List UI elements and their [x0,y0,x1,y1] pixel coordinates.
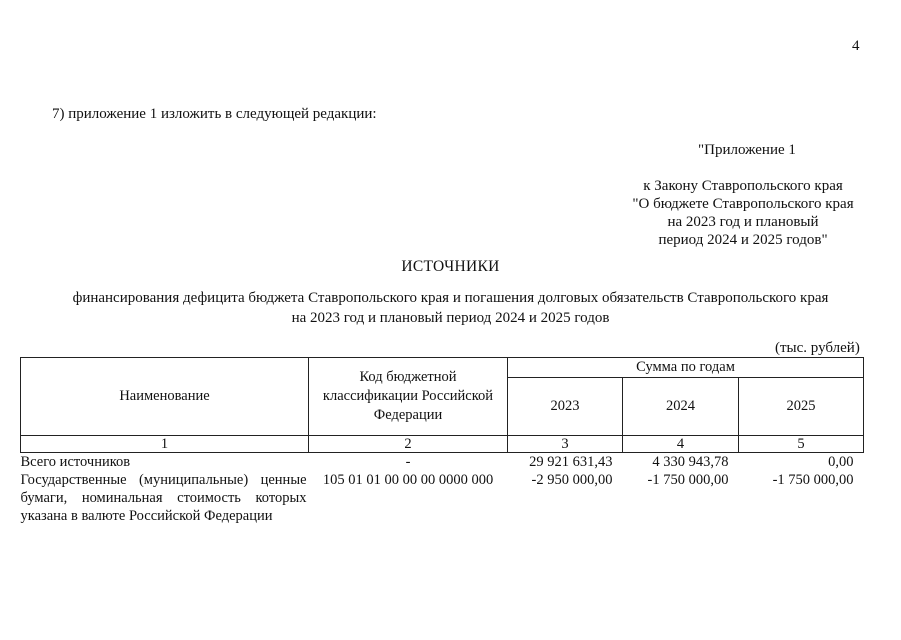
appendix-line-4: на 2023 год и плановый [667,214,819,230]
row-code: 105 01 01 00 00 00 0000 000 [322,472,494,488]
document-subtitle [0,288,901,328]
column-number-row [21,436,864,453]
row-value-2025: 0,00 [828,454,854,470]
appendix-line-3: "О бюджете Ставропольского края [632,196,854,212]
subtitle-line-1: финансирования дефицита бюджета Ставропольского края и погашения долговых обязательств Ставропольского края [72,290,829,306]
column-number: 2 [309,436,508,453]
row-name: Государственные (муниципальные) ценные бумаги, номинальная стоимость которых указана в валюте Российской Федерации [20,472,307,524]
subtitle-line-2: на 2023 год и плановый период 2024 и 2025 годов [291,310,610,326]
header-sum-by-years: Сумма по годам [508,358,864,378]
row-value-2023: -2 950 000,00 [531,472,613,488]
appendix-heading [628,141,858,249]
unit-label: (тыс. рублей) [775,340,860,356]
row-value-2025: -1 750 000,00 [772,472,854,488]
column-number: 1 [21,436,309,453]
appendix-line-2: к Закону Ставропольского края [643,178,843,194]
column-number: 4 [623,436,739,453]
header-year-2025: 2025 [739,378,864,436]
appendix-line-1: "Приложение 1 [698,142,796,158]
page-number: 4 [852,38,860,54]
header-year-2024: 2024 [623,378,739,436]
row-code: - [405,454,411,470]
amendment-intro: 7) приложение 1 изложить в следующей редакции: [52,106,377,122]
sources-table [20,357,864,525]
header-year-2023: 2023 [508,378,623,436]
column-number: 5 [739,436,864,453]
row-value-2024: -1 750 000,00 [647,472,729,488]
header-code: Код бюджетной классификации Российской Федерации [309,358,508,436]
document-title: ИСТОЧНИКИ [401,258,500,275]
appendix-line-5: период 2024 и 2025 годов" [658,232,828,248]
table-row [21,471,864,525]
table-row [21,453,864,472]
row-name: Всего источников [20,454,131,470]
row-value-2023: 29 921 631,43 [529,454,613,470]
header-name: Наименование [21,358,309,436]
column-number: 3 [508,436,623,453]
row-value-2024: 4 330 943,78 [652,454,729,470]
